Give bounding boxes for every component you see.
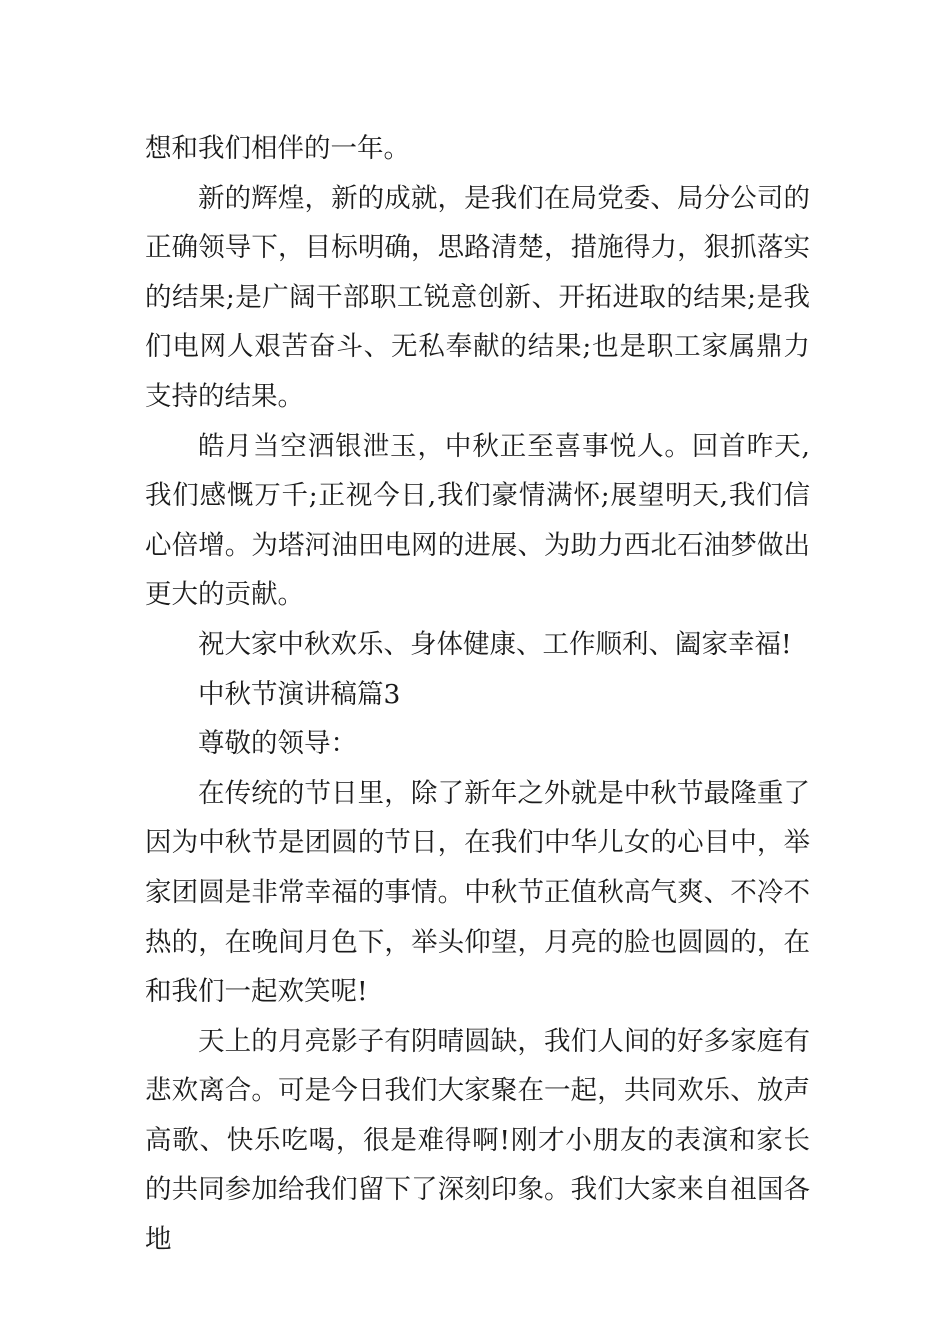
paragraph-1: 想和我们相伴的一年。 [145,133,410,164]
paragraph-4: 祝大家中秋欢乐、身体健康、工作顺利、阖家幸福! [198,628,792,660]
paragraph-3: 皓月当空洒银泄玉，中秋正至喜事悦人。回首昨天,我们感慨万千;正视今日,我们豪情满怀;展望明天,我们信心倍增。为塔河油田电网的进展、为助力西北石油梦做出更大的贡献。 [145,430,810,611]
paragraph-5: 在传统的节日里，除了新年之外就是中秋节最隆重了因为中秋节是团圆的节日，在我们中华儿女的心目中，举家团圆是非常幸福的事情。中秋节正值秋高气爽、不冷不热的，在晚间月色下，举头仰望，月亮的脸也圆圆的，在和我们一起欢笑呢! [145,777,810,1008]
section-heading: 中秋节演讲稿篇3 [198,678,401,710]
paragraph-2: 新的辉煌，新的成就，是我们在局党委、局分公司的正确领导下，目标明确，思路清楚，措施得力，狠抓落实的结果;是广阔干部职工锐意创新、开拓进取的结果;是我们电网人艰苦奋斗、无私奉献的结果;也是职工家属鼎力支持的结果。 [145,182,810,412]
paragraph-6: 天上的月亮影子有阴晴圆缺，我们人间的好多家庭有悲欢离合。可是今日我们大家聚在一起，共同欢乐、放声高歌、快乐吃喝，很是难得啊!刚才小朋友的表演和家长的共同参加给我们留下了深刻印象。我们大家来自祖国各地 [145,1025,810,1256]
document-body [145,124,810,1265]
salutation: 尊敬的领导： [198,728,357,760]
